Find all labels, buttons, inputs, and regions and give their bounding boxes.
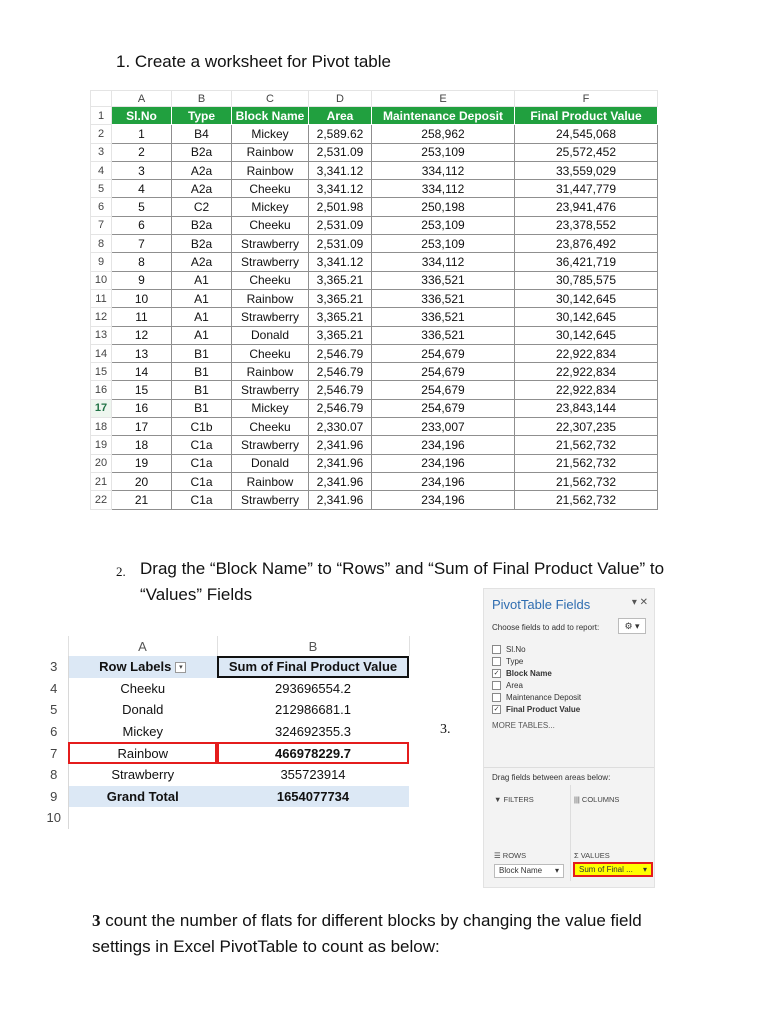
field-label: Type	[506, 656, 524, 666]
table-cell[interactable]: A1	[172, 271, 232, 289]
row-number[interactable]: 17	[91, 399, 112, 417]
row-number[interactable]: 1	[91, 107, 112, 125]
table-row	[91, 271, 658, 289]
table-row	[91, 326, 658, 344]
table-cell[interactable]: 21,562,732	[515, 472, 658, 490]
row-number[interactable]: 10	[91, 271, 112, 289]
row-number[interactable]: 13	[91, 326, 112, 344]
table-cell[interactable]: Rainbow	[232, 363, 309, 381]
table-cell[interactable]: 25,572,452	[515, 143, 658, 161]
table-cell[interactable]: 31,447,779	[515, 180, 658, 198]
values-field-label: Sum of Final ...	[579, 865, 633, 874]
table-cell[interactable]: A2a	[172, 253, 232, 271]
column-header-row	[91, 91, 658, 107]
table-cell[interactable]: 2	[112, 143, 172, 161]
header-cell[interactable]: Sl.No	[112, 107, 172, 125]
corner-cell	[40, 636, 68, 656]
row-number[interactable]: 11	[91, 289, 112, 307]
table-cell[interactable]: Rainbow	[232, 289, 309, 307]
table-cell[interactable]: 7	[112, 235, 172, 253]
row-number[interactable]: 20	[91, 454, 112, 472]
drag-fields-label: Drag fields between areas below:	[492, 773, 611, 782]
table-row	[91, 454, 658, 472]
table-row	[91, 436, 658, 454]
table-cell[interactable]: 23,876,492	[515, 235, 658, 253]
pivot-row-label[interactable]: Cheeku	[120, 680, 166, 696]
row-number[interactable]: 19	[91, 436, 112, 454]
table-cell[interactable]: 2,546.79	[309, 381, 372, 399]
table-cell[interactable]: 12	[112, 326, 172, 344]
step-2-number: 2.	[116, 564, 126, 579]
row-number[interactable]: 10	[40, 807, 68, 829]
chevron-down-icon[interactable]: ▾	[642, 865, 647, 874]
table-cell[interactable]: B2a	[172, 216, 232, 234]
table-cell[interactable]: 8	[112, 253, 172, 271]
field-item[interactable]	[492, 679, 581, 691]
pivot-row-value[interactable]: 324692355.3	[275, 724, 351, 740]
table-cell[interactable]: 1	[112, 125, 172, 143]
field-label: Maintenance Deposit	[506, 692, 582, 702]
table-cell[interactable]: 234,196	[372, 454, 515, 472]
column-letter[interactable]: D	[309, 91, 372, 107]
pivottable-fields-panel	[483, 588, 655, 888]
table-cell[interactable]: 2,341.96	[309, 491, 372, 509]
table-cell[interactable]: 20	[112, 472, 172, 490]
step-3-instruction: count the number of flats for different blocks by changing the value field settings in Excel PivotTable to count as below:	[92, 911, 642, 956]
header-cell[interactable]: Final Product Value	[515, 107, 658, 125]
pivot-row-value[interactable]: 212986681.1	[275, 702, 351, 718]
pivot-row	[40, 678, 409, 700]
table-cell[interactable]: 334,112	[372, 253, 515, 271]
pivot-row	[40, 699, 409, 721]
pivot-table	[40, 636, 410, 829]
field-item[interactable]	[492, 667, 581, 679]
table-cell[interactable]: 22,922,834	[515, 381, 658, 399]
table-cell[interactable]: 21,562,732	[515, 436, 658, 454]
table-cell[interactable]: Strawberry	[232, 235, 309, 253]
table-cell[interactable]: 18	[112, 436, 172, 454]
choose-fields-label: Choose fields to add to report:	[492, 623, 600, 632]
step-3-marker: 3.	[440, 722, 451, 737]
table-cell[interactable]: Strawberry	[232, 308, 309, 326]
table-cell[interactable]: 336,521	[372, 271, 515, 289]
table-cell[interactable]: 3,341.12	[309, 253, 372, 271]
rows-area-label: ☰ ROWS	[494, 851, 527, 860]
checkbox[interactable]	[492, 657, 501, 666]
empty-cell[interactable]	[68, 807, 217, 829]
pivot-row	[40, 764, 409, 786]
filters-area-label: ▼ FILTERS	[494, 795, 534, 804]
table-row	[91, 344, 658, 362]
table-row	[91, 143, 658, 161]
table-cell[interactable]: 13	[112, 344, 172, 362]
table-cell[interactable]: 2,341.96	[309, 436, 372, 454]
filter-dropdown-icon[interactable]: ▾	[175, 662, 186, 673]
table-cell[interactable]: B4	[172, 125, 232, 143]
corner-cell	[91, 91, 112, 107]
table-cell[interactable]: 3	[112, 161, 172, 179]
row-number[interactable]: 4	[91, 161, 112, 179]
table-cell[interactable]: 30,785,575	[515, 271, 658, 289]
table-cell[interactable]: 10	[112, 289, 172, 307]
table-cell[interactable]: 30,142,645	[515, 326, 658, 344]
pivot-row-label[interactable]: Mickey	[122, 724, 163, 740]
table-row	[91, 161, 658, 179]
table-cell[interactable]: Strawberry	[232, 381, 309, 399]
table-cell[interactable]: B2a	[172, 143, 232, 161]
table-cell[interactable]: B1	[172, 399, 232, 417]
table-cell[interactable]: 16	[112, 399, 172, 417]
gear-icon[interactable]: ⚙ ▾	[618, 618, 646, 634]
table-cell[interactable]: Donald	[232, 454, 309, 472]
header-cell[interactable]: Maintenance Deposit	[372, 107, 515, 125]
table-cell[interactable]: 233,007	[372, 418, 515, 436]
row-labels-text: Row Labels	[99, 659, 172, 675]
table-cell[interactable]: B1	[172, 363, 232, 381]
table-cell[interactable]: 254,679	[372, 363, 515, 381]
field-item[interactable]	[492, 691, 581, 703]
table-cell[interactable]: 3,365.21	[309, 271, 372, 289]
checkbox[interactable]	[492, 693, 501, 702]
row-number[interactable]: 3	[40, 656, 68, 678]
table-cell[interactable]: C1b	[172, 418, 232, 436]
table-cell[interactable]: 21,562,732	[515, 491, 658, 509]
table-cell[interactable]: Mickey	[232, 125, 309, 143]
table-cell[interactable]: 2,589.62	[309, 125, 372, 143]
table-cell[interactable]: 253,109	[372, 216, 515, 234]
table-cell[interactable]: 15	[112, 381, 172, 399]
table-cell[interactable]: B1	[172, 344, 232, 362]
table-row	[91, 381, 658, 399]
table-cell[interactable]: 3,341.12	[309, 180, 372, 198]
pivot-row	[40, 721, 409, 743]
table-cell[interactable]: 2,546.79	[309, 363, 372, 381]
table-cell[interactable]: A1	[172, 326, 232, 344]
pivot-row-label[interactable]: Strawberry	[111, 767, 175, 783]
row-number[interactable]: 5	[40, 699, 68, 721]
field-label: Area	[506, 680, 523, 690]
table-cell[interactable]: 253,109	[372, 143, 515, 161]
table-cell[interactable]: Mickey	[232, 198, 309, 216]
pivot-column-header-row	[40, 636, 409, 656]
table-cell[interactable]: C1a	[172, 454, 232, 472]
step-3-number: 3	[92, 911, 101, 930]
values-field-sum-final-product[interactable]	[573, 862, 653, 877]
column-letter[interactable]: B	[172, 91, 232, 107]
table-cell[interactable]: 2,546.79	[309, 399, 372, 417]
table-cell[interactable]: B2a	[172, 235, 232, 253]
row-number[interactable]: 6	[40, 721, 68, 743]
panel-window-controls[interactable]: ▾ ✕	[631, 597, 648, 608]
table-cell[interactable]: 2,341.96	[309, 472, 372, 490]
grand-total-row	[40, 786, 409, 808]
table-row	[91, 418, 658, 436]
table-row	[91, 235, 658, 253]
table-cell[interactable]: 23,843,144	[515, 399, 658, 417]
row-number[interactable]: 9	[40, 786, 68, 808]
checkbox[interactable]	[492, 645, 501, 654]
table-cell[interactable]: 23,378,552	[515, 216, 658, 234]
header-cell[interactable]: Area	[309, 107, 372, 125]
table-row	[91, 399, 658, 417]
row-number[interactable]: 2	[91, 125, 112, 143]
empty-cell[interactable]	[217, 807, 409, 829]
table-cell[interactable]: 2,531.09	[309, 235, 372, 253]
table-cell[interactable]: 33,559,029	[515, 161, 658, 179]
pivot-row-value[interactable]: 293696554.2	[275, 680, 351, 696]
row-number[interactable]: 4	[40, 678, 68, 700]
step-1-heading: 1. Create a worksheet for Pivot table	[116, 52, 391, 71]
table-cell[interactable]: 21,562,732	[515, 454, 658, 472]
table-row	[91, 308, 658, 326]
table-cell[interactable]: 17	[112, 418, 172, 436]
table-cell[interactable]: 22,307,235	[515, 418, 658, 436]
table-cell[interactable]: 336,521	[372, 308, 515, 326]
row-number[interactable]: 8	[40, 764, 68, 786]
table-cell[interactable]: C1a	[172, 472, 232, 490]
table-cell[interactable]: C1a	[172, 436, 232, 454]
table-cell[interactable]: 250,198	[372, 198, 515, 216]
rows-field-block-name[interactable]	[494, 864, 564, 878]
column-letter[interactable]: E	[372, 91, 515, 107]
table-cell[interactable]: 234,196	[372, 472, 515, 490]
table-cell[interactable]: Strawberry	[232, 436, 309, 454]
table-cell[interactable]: 14	[112, 363, 172, 381]
table-row	[91, 216, 658, 234]
pivot-row-label[interactable]: Donald	[122, 702, 164, 718]
columns-area-label: ||| COLUMNS	[574, 795, 620, 804]
table-cell[interactable]: 234,196	[372, 436, 515, 454]
row-number[interactable]: 3	[91, 143, 112, 161]
values-area-label: Σ VALUES	[574, 851, 610, 860]
table-cell[interactable]: 30,142,645	[515, 308, 658, 326]
table-cell[interactable]: Cheeku	[232, 271, 309, 289]
row-number[interactable]: 9	[91, 253, 112, 271]
field-item[interactable]	[492, 643, 581, 655]
more-tables-link[interactable]: MORE TABLES...	[492, 721, 555, 730]
table-cell[interactable]: 254,679	[372, 399, 515, 417]
table-cell[interactable]: 36,421,719	[515, 253, 658, 271]
field-label: Sl.No	[506, 644, 526, 654]
grand-total-label[interactable]: Grand Total	[68, 786, 217, 808]
header-row	[91, 107, 658, 125]
table-row	[91, 180, 658, 198]
column-letter[interactable]: B	[217, 636, 409, 656]
table-cell[interactable]: 2,501.98	[309, 198, 372, 216]
table-cell[interactable]: A1	[172, 289, 232, 307]
table-cell[interactable]: 24,545,068	[515, 125, 658, 143]
table-row	[91, 491, 658, 509]
rows-field-label: Block Name	[499, 866, 543, 875]
step-3-text	[92, 908, 672, 960]
table-cell[interactable]: 3,365.21	[309, 326, 372, 344]
table-row	[91, 198, 658, 216]
grand-total-value[interactable]: 1654077734	[217, 786, 409, 808]
chevron-down-icon[interactable]: ▾	[554, 866, 559, 875]
pivot-row-value[interactable]: 466978229.7	[217, 742, 409, 764]
table-cell[interactable]: C1a	[172, 491, 232, 509]
row-number[interactable]: 8	[91, 235, 112, 253]
table-cell[interactable]: Mickey	[232, 399, 309, 417]
table-cell[interactable]: 22,922,834	[515, 344, 658, 362]
column-letter[interactable]: A	[68, 636, 217, 656]
field-item[interactable]	[492, 655, 581, 667]
row-number[interactable]: 21	[91, 472, 112, 490]
table-cell[interactable]: Rainbow	[232, 472, 309, 490]
row-number[interactable]: 22	[91, 491, 112, 509]
areas-divider	[570, 785, 571, 881]
row-number[interactable]: 12	[91, 308, 112, 326]
table-cell[interactable]: 4	[112, 180, 172, 198]
table-cell[interactable]: Cheeku	[232, 344, 309, 362]
row-number[interactable]: 16	[91, 381, 112, 399]
checkbox-checked[interactable]: ✓	[493, 669, 500, 677]
table-cell[interactable]: C2	[172, 198, 232, 216]
table-cell[interactable]: Donald	[232, 326, 309, 344]
table-cell[interactable]: 254,679	[372, 381, 515, 399]
field-list	[492, 643, 581, 715]
table-cell[interactable]: 334,112	[372, 161, 515, 179]
value-header[interactable]: Sum of Final Product Value	[217, 656, 409, 678]
row-number[interactable]: 7	[40, 742, 68, 764]
table-cell[interactable]: 22,922,834	[515, 363, 658, 381]
table-row	[91, 253, 658, 271]
table-row	[91, 472, 658, 490]
table-cell[interactable]: 23,941,476	[515, 198, 658, 216]
row-number[interactable]: 15	[91, 363, 112, 381]
pivot-header-row	[40, 656, 409, 678]
pivot-row-label[interactable]: Rainbow	[68, 742, 217, 764]
table-cell[interactable]: 334,112	[372, 180, 515, 198]
column-letter[interactable]: C	[232, 91, 309, 107]
column-letter[interactable]: A	[112, 91, 172, 107]
panel-title: PivotTable Fields	[492, 597, 591, 612]
table-cell[interactable]: 6	[112, 216, 172, 234]
column-letter[interactable]: F	[515, 91, 658, 107]
table-cell[interactable]: 3,365.21	[309, 289, 372, 307]
row-number[interactable]: 6	[91, 198, 112, 216]
table-cell[interactable]: 11	[112, 308, 172, 326]
table-row	[91, 363, 658, 381]
field-label: Block Name	[506, 668, 552, 678]
table-cell[interactable]: 336,521	[372, 289, 515, 307]
row-number[interactable]: 14	[91, 344, 112, 362]
table-cell[interactable]: Rainbow	[232, 161, 309, 179]
header-cell[interactable]: Type	[172, 107, 232, 125]
table-row	[91, 289, 658, 307]
table-cell[interactable]: 21	[112, 491, 172, 509]
table-cell[interactable]: 2,531.09	[309, 216, 372, 234]
table-cell[interactable]: 2,330.07	[309, 418, 372, 436]
table-cell[interactable]: B1	[172, 381, 232, 399]
table-cell[interactable]: Cheeku	[232, 180, 309, 198]
table-cell[interactable]: 2,546.79	[309, 344, 372, 362]
table-cell[interactable]: 254,679	[372, 344, 515, 362]
row-number[interactable]: 7	[91, 216, 112, 234]
table-cell[interactable]: 234,196	[372, 491, 515, 509]
table-cell[interactable]: Rainbow	[232, 143, 309, 161]
table-cell[interactable]: 3,341.12	[309, 161, 372, 179]
field-item[interactable]	[492, 703, 581, 715]
row-number[interactable]: 5	[91, 180, 112, 198]
table-row	[91, 125, 658, 143]
table-cell[interactable]: 19	[112, 454, 172, 472]
worksheet-table	[90, 90, 658, 510]
field-label: Final Product Value	[506, 704, 581, 714]
table-cell[interactable]: 3,365.21	[309, 308, 372, 326]
table-cell[interactable]: 336,521	[372, 326, 515, 344]
table-cell[interactable]: A2a	[172, 161, 232, 179]
table-cell[interactable]: 2,341.96	[309, 454, 372, 472]
table-cell[interactable]: Strawberry	[232, 491, 309, 509]
panel-divider	[484, 767, 654, 768]
row-number[interactable]: 18	[91, 418, 112, 436]
table-cell[interactable]: A2a	[172, 180, 232, 198]
empty-row	[40, 807, 409, 829]
table-cell[interactable]: Cheeku	[232, 418, 309, 436]
table-cell[interactable]: 30,142,645	[515, 289, 658, 307]
pivot-row-value[interactable]: 355723914	[280, 767, 346, 783]
table-cell[interactable]: 253,109	[372, 235, 515, 253]
table-cell[interactable]: Cheeku	[232, 216, 309, 234]
table-cell[interactable]: 9	[112, 271, 172, 289]
table-cell[interactable]: A1	[172, 308, 232, 326]
table-cell[interactable]: Strawberry	[232, 253, 309, 271]
checkbox[interactable]	[492, 681, 501, 690]
table-cell[interactable]: 258,962	[372, 125, 515, 143]
checkbox-checked[interactable]: ✓	[493, 705, 500, 713]
table-cell[interactable]: 5	[112, 198, 172, 216]
step-2-instruction: Drag the “Block Name” to “Rows” and “Sum of Final Product Value” to “Values” Fields	[140, 559, 665, 604]
header-cell[interactable]: Block Name	[232, 107, 309, 125]
row-labels-header[interactable]	[68, 656, 217, 678]
pivot-row	[40, 742, 409, 764]
table-cell[interactable]: 2,531.09	[309, 143, 372, 161]
